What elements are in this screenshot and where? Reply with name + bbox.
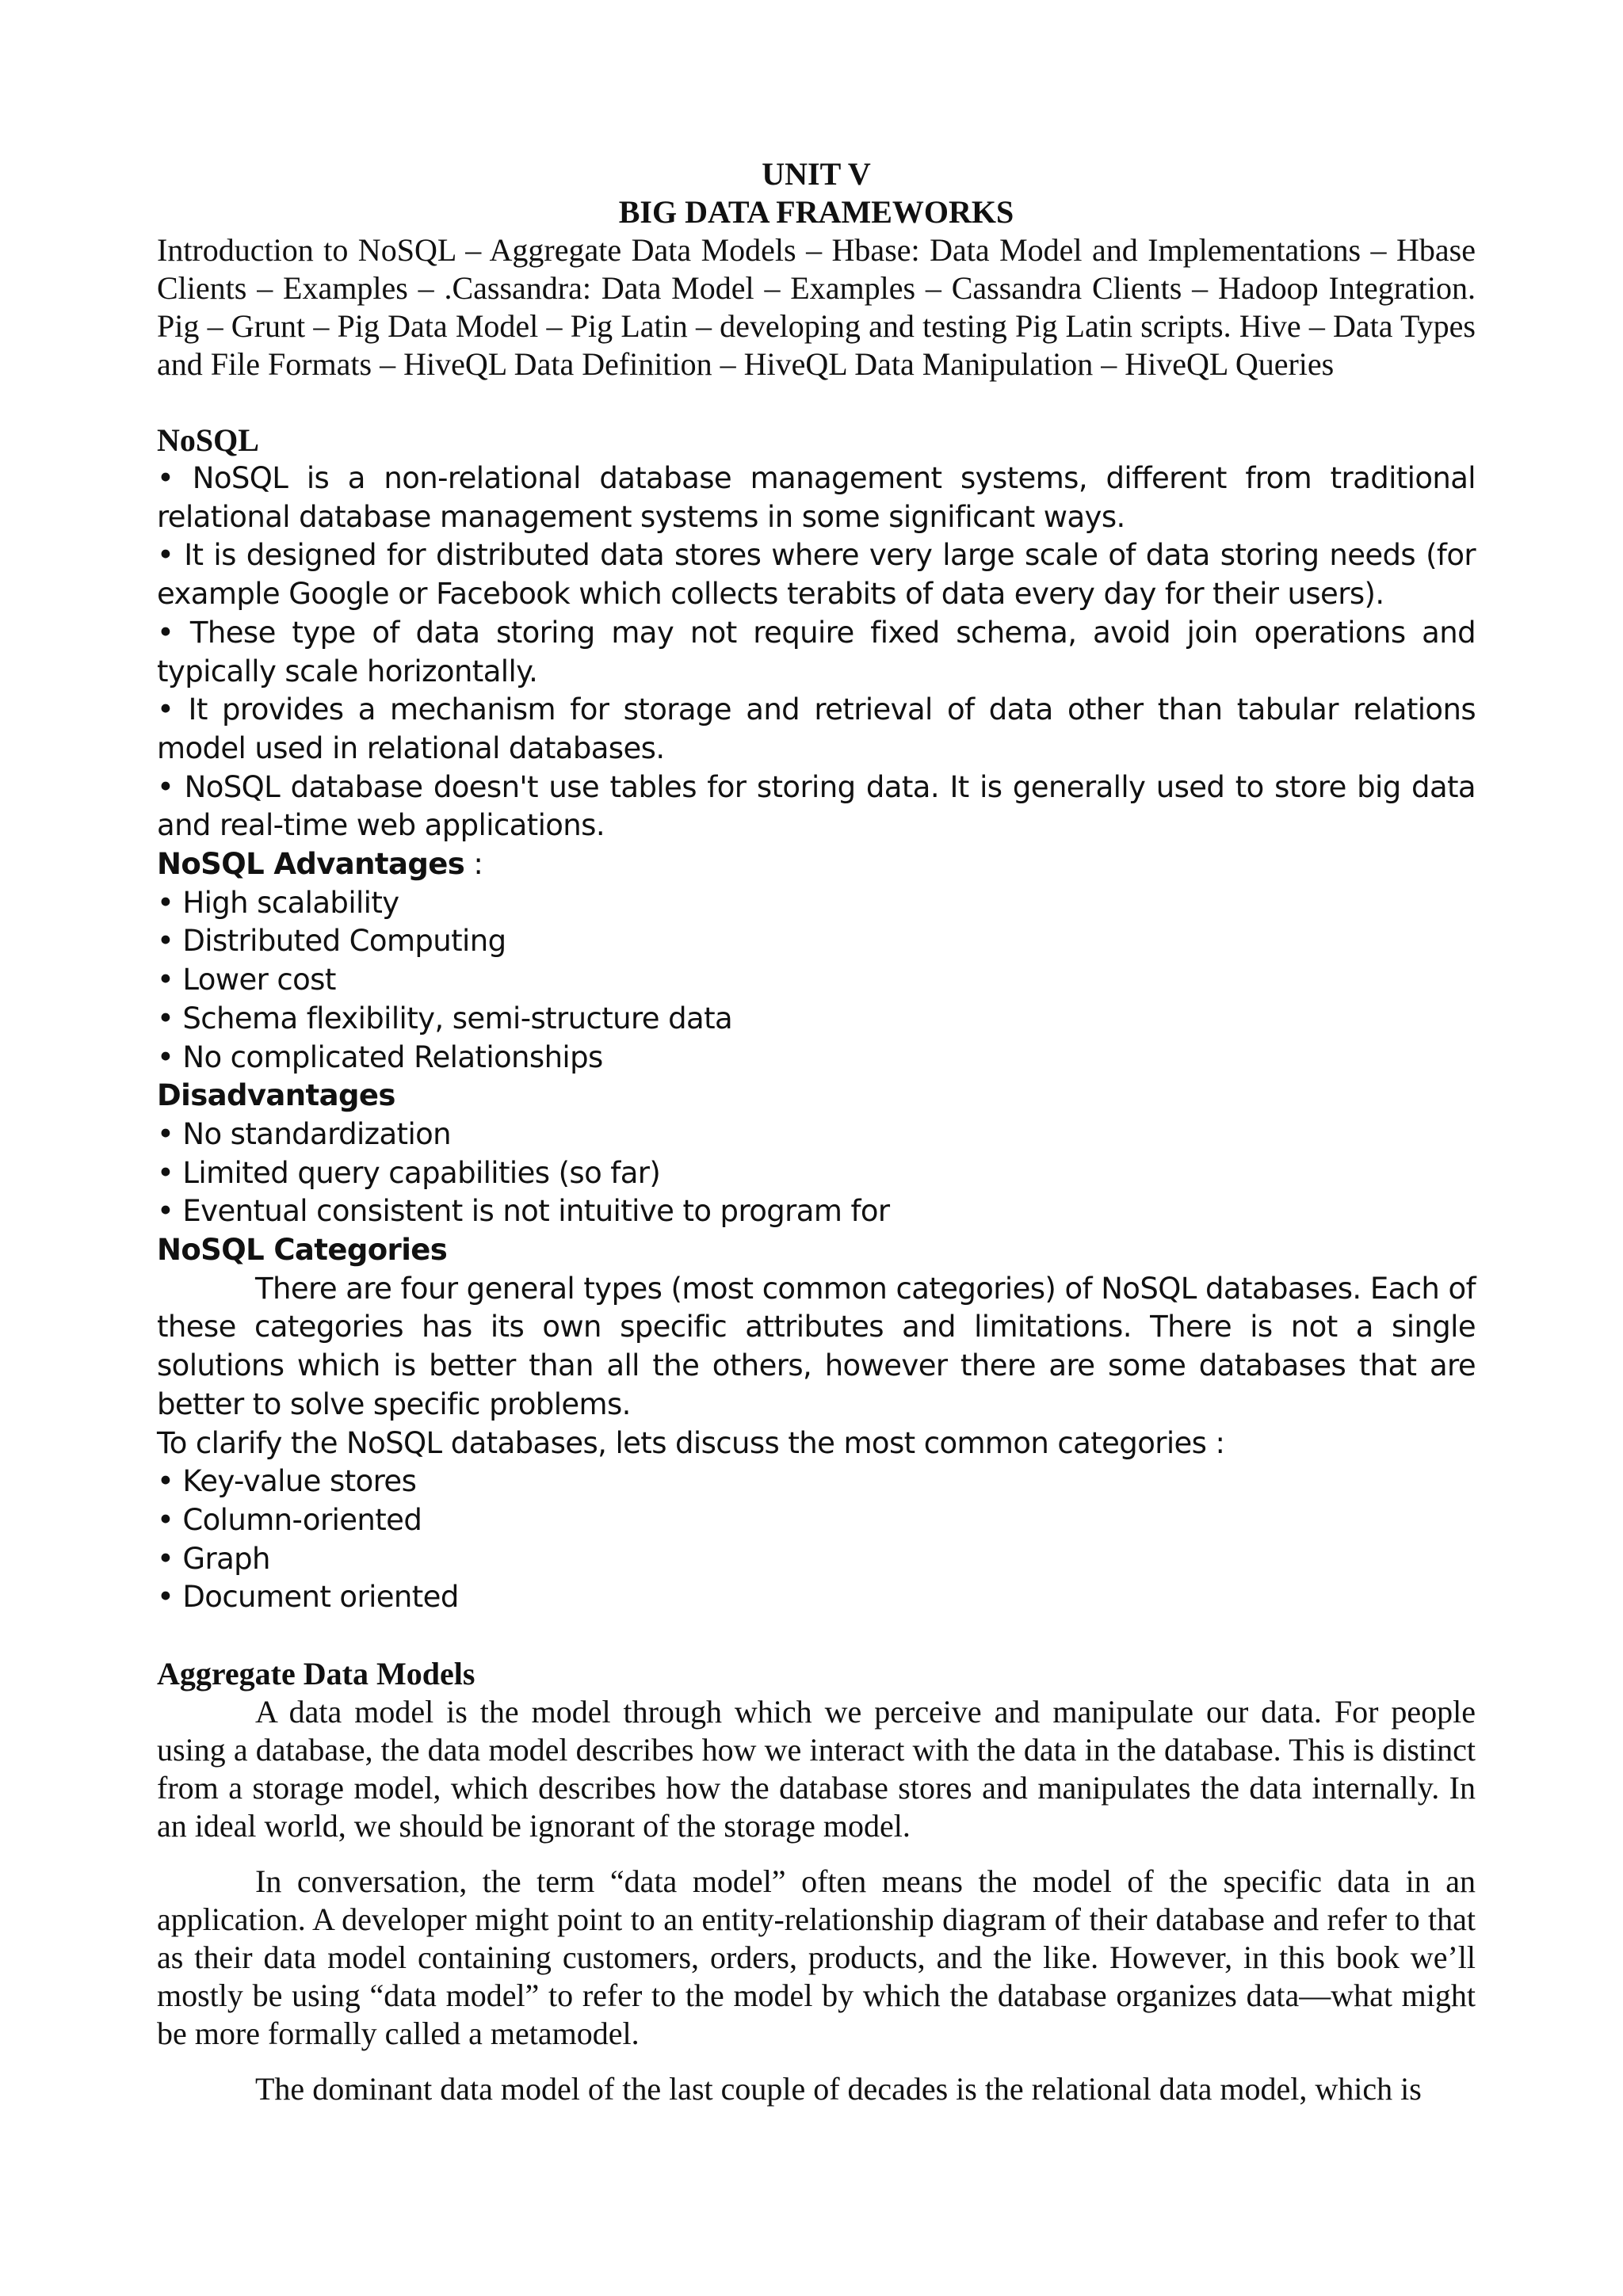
advantages-heading-line — [157, 845, 1476, 884]
list-item: • Schema flexibility, semi-structure data — [157, 1001, 733, 1035]
nosql-bullet: • It provides a mechanism for storage and retrieval of data other than tabular relations model used in relational databases. — [157, 692, 1476, 765]
page-title: BIG DATA FRAMEWORKS — [618, 194, 1014, 230]
disadvantages-heading: Disadvantages — [157, 1078, 395, 1113]
nosql-heading: NoSQL — [157, 422, 259, 458]
list-item: • High scalability — [157, 885, 399, 920]
aggregate-paragraph: A data model is the model through which we perceive and manipulate our data. For people using a database, the data model describes how we interact with the data in the database. This is distinct from a storage model, which describes how the database stores and manipulates the data internally. In an ideal world, we should be ignorant of the storage model. — [157, 1694, 1476, 1844]
list-item: • Column-oriented — [157, 1502, 422, 1537]
list-item: • Key-value stores — [157, 1464, 417, 1499]
disadvantages-list — [157, 1116, 1476, 1231]
list-item: • Document oriented — [157, 1580, 459, 1615]
nosql-bullet: • It is designed for distributed data stores where very large scale of data storing needs (for example Google or Facebook which collects terabits of data every day for their users). — [157, 538, 1476, 612]
categories-lead: To clarify the NoSQL databases, lets discuss the most common categories : — [157, 1425, 1225, 1460]
list-item: • Lower cost — [157, 963, 336, 997]
nosql-bullets — [157, 460, 1476, 845]
list-item: • No standardization — [157, 1116, 452, 1151]
document-page — [157, 155, 1476, 2108]
advantages-heading-suffix: : — [464, 847, 483, 882]
unit-label: UNIT V — [762, 156, 871, 192]
advantages-heading: NoSQL Advantages — [157, 847, 465, 882]
aggregate-paragraph: The dominant data model of the last couple of decades is the relational data model, which is — [255, 2071, 1422, 2107]
list-item: • Graph — [157, 1541, 270, 1576]
aggregate-heading: Aggregate Data Models — [157, 1656, 475, 1692]
categories-list — [157, 1463, 1476, 1617]
categories-intro: There are four general types (most common categories) of NoSQL databases. Each of these categories has its own specific attributes and limitations. There is not a single solutions which is better than all the others, however there are some databases that are better to solve specific problems. — [157, 1271, 1476, 1421]
list-item: • No complicated Relationships — [157, 1039, 603, 1074]
list-item: • Eventual consistent is not intuitive to program for — [157, 1194, 890, 1229]
advantages-list — [157, 884, 1476, 1077]
nosql-bullet: • These type of data storing may not require fixed schema, avoid join operations and typically scale horizontally. — [157, 615, 1476, 688]
nosql-bullet: • NoSQL is a non-relational database management systems, different from traditional relational database management systems in some significant ways. — [157, 461, 1476, 534]
nosql-bullet: • NoSQL database doesn't use tables for storing data. It is generally used to store big data and real-time web applications. — [157, 769, 1476, 843]
categories-heading: NoSQL Categories — [157, 1233, 448, 1268]
list-item: • Limited query capabilities (so far) — [157, 1155, 661, 1190]
syllabus-text: Introduction to NoSQL – Aggregate Data Models – Hbase: Data Model and Implementations – Hbase Clients – Examples – .Cassandra: Data Model – Examples – Cassandra Clients – Hadoop Integration. Pig – Grunt – Pig Data Model – Pig Latin – developing and testing Pig Latin scripts. Hive – Data Types and File Formats – HiveQL Data Definition – HiveQL Data Manipulation – HiveQL Queries — [157, 232, 1476, 382]
aggregate-paragraph: In conversation, the term “data model” often means the model of the specific data in an application. A developer might point to an entity-relationship diagram of their database and refer to that as their data model containing customers, orders, products, and the like. However, in this book we’ll mostly be using “data model” to refer to the model by which the database organizes data—what might be more formally called a metamodel. — [157, 1863, 1476, 2052]
list-item: • Distributed Computing — [157, 924, 506, 959]
